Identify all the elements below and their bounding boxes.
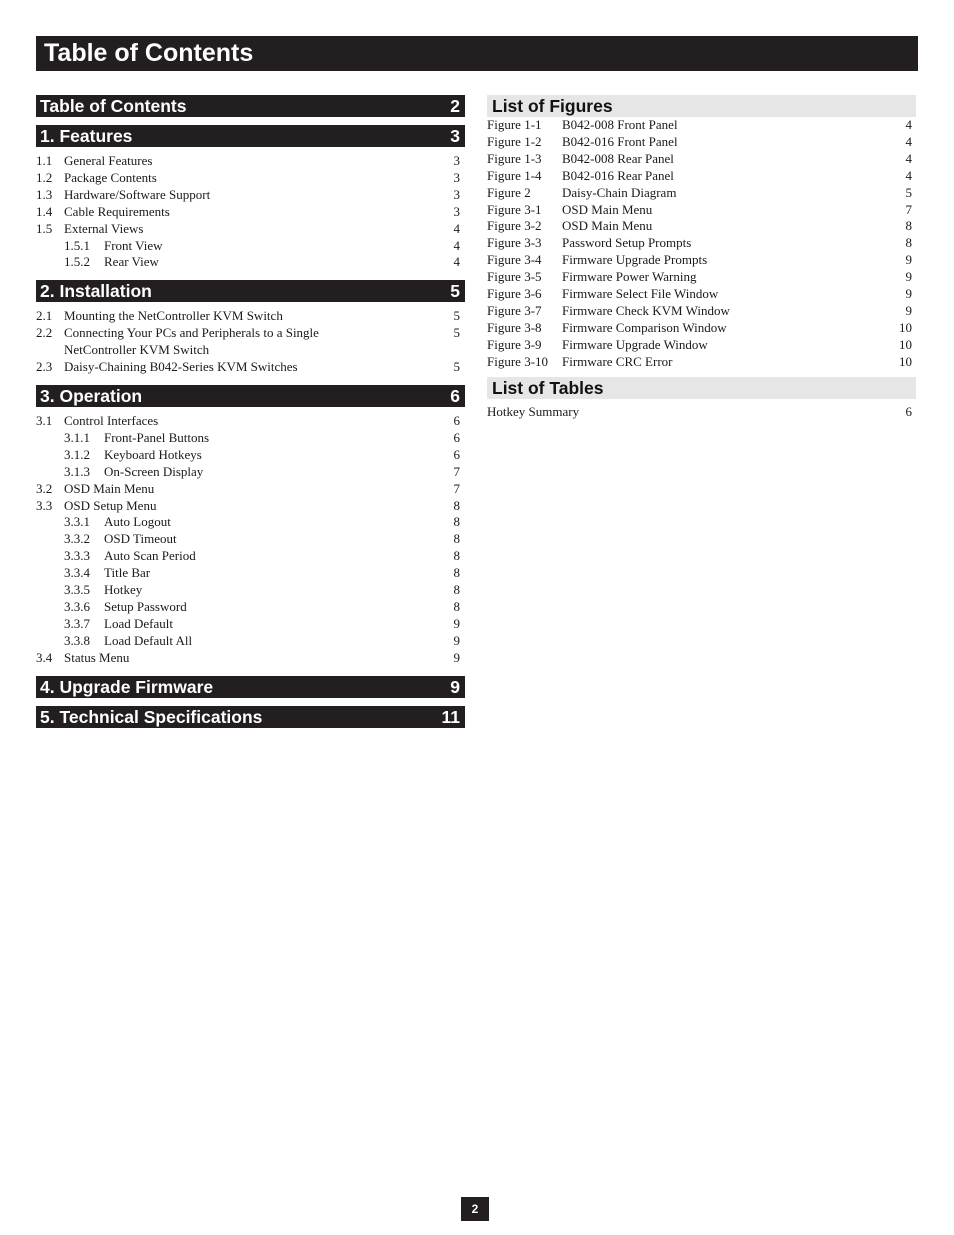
table-entry[interactable]: [487, 404, 916, 421]
section-page: 2: [450, 96, 460, 116]
figure-title: Firmware Upgrade Prompts: [562, 252, 708, 268]
toc-entry-number: 3.3.6: [64, 598, 90, 614]
figure-title: Firmware CRC Error: [562, 353, 673, 369]
section-header[interactable]: [36, 706, 465, 728]
figure-title: B042-016 Front Panel: [562, 133, 678, 149]
section-title: Table of Contents: [40, 96, 187, 116]
figure-entry[interactable]: [487, 151, 916, 168]
figure-number: Figure 2: [487, 184, 531, 200]
toc-entry-number: 1.4: [36, 203, 53, 219]
toc-entry[interactable]: [36, 599, 465, 616]
toc-entry[interactable]: [36, 238, 465, 255]
toc-entry-number: 3.1.3: [64, 463, 90, 479]
table-list: [487, 404, 916, 421]
toc-entry-number: 3.3.3: [64, 548, 90, 564]
toc-entry[interactable]: [36, 633, 465, 650]
figure-entry[interactable]: [487, 269, 916, 286]
figure-number: Figure 3-5: [487, 269, 542, 285]
section-header[interactable]: [36, 280, 465, 302]
figure-page: 10: [899, 319, 912, 335]
toc-entry-number: 3.4: [36, 649, 53, 665]
toc-entry[interactable]: [36, 413, 465, 430]
figure-entry[interactable]: [487, 218, 916, 235]
toc-entry-text: Load Default: [104, 615, 173, 631]
toc-entry-page: 8: [453, 582, 460, 598]
toc-entry-text: Package Contents: [64, 169, 157, 185]
toc-entry-text: Control Interfaces: [64, 412, 159, 428]
toc-entry-text: External Views: [64, 220, 144, 236]
figure-page: 4: [905, 150, 912, 166]
toc-entry-number: 3.1: [36, 412, 53, 428]
toc-entry-text: Auto Logout: [104, 514, 171, 530]
figure-page: 4: [905, 167, 912, 183]
figure-title: B042-008 Rear Panel: [562, 150, 674, 166]
toc-entry-page: 3: [453, 169, 460, 185]
toc-entry-number: 1.5: [36, 220, 53, 236]
toc-entry[interactable]: [36, 187, 465, 204]
toc-entry-page: 6: [453, 429, 460, 445]
figure-number: Figure 1-1: [487, 117, 542, 132]
figure-page: 7: [905, 201, 912, 217]
figure-title: Firmware Upgrade Window: [562, 336, 708, 352]
section-page: 11: [441, 706, 460, 727]
toc-entry[interactable]: [36, 430, 465, 447]
toc-entry[interactable]: [36, 498, 465, 515]
section-title: 2. Installation: [40, 281, 152, 302]
figure-title: Password Setup Prompts: [562, 235, 692, 251]
toc-entry[interactable]: [36, 481, 465, 498]
figure-title: Firmware Comparison Window: [562, 319, 727, 335]
toc-entry-text: Title Bar: [104, 565, 151, 581]
toc-entry-number: 3.3: [36, 497, 53, 513]
toc-entry[interactable]: [36, 254, 465, 271]
toc-entry-text: Hardware/Software Support: [64, 186, 211, 202]
figure-number: Figure 3-8: [487, 319, 542, 335]
figure-title: Firmware Power Warning: [562, 269, 697, 285]
toc-entry[interactable]: [36, 170, 465, 187]
figure-entry[interactable]: [487, 354, 916, 371]
toc-entry[interactable]: [36, 650, 465, 667]
toc-entry[interactable]: [36, 308, 465, 325]
contents-column: [36, 95, 465, 736]
figure-title: B042-008 Front Panel: [562, 117, 678, 132]
figure-entry[interactable]: [487, 286, 916, 303]
toc-entry-text: General Features: [64, 153, 153, 168]
section-header[interactable]: [36, 385, 465, 407]
toc-entry-page: 3: [453, 203, 460, 219]
toc-entry-number: 3.3.7: [64, 615, 90, 631]
toc-entry-number: 1.3: [36, 186, 53, 202]
figure-entry[interactable]: [487, 303, 916, 320]
figure-number: Figure 1-2: [487, 133, 542, 149]
toc-entries: [36, 413, 465, 667]
toc-entry-text: Hotkey: [104, 582, 143, 598]
toc-entry-page: 5: [453, 359, 460, 375]
toc-entry-number: 3.3.2: [64, 531, 90, 547]
section-header[interactable]: [36, 125, 465, 147]
toc-entry-number: 3.1.1: [64, 429, 90, 445]
figure-entry[interactable]: [487, 134, 916, 151]
figure-number: Figure 1-4: [487, 167, 542, 183]
figure-number: Figure 3-4: [487, 252, 542, 268]
figure-number: Figure 3-9: [487, 336, 542, 352]
toc-entry-text: Connecting Your PCs and Peripherals to a Single NetController KVM Switch: [64, 325, 319, 358]
toc-entry[interactable]: [36, 153, 465, 170]
section-title: 1. Features: [40, 126, 133, 146]
toc-entry[interactable]: [36, 548, 465, 565]
section-page: 9: [450, 676, 460, 697]
figure-entry[interactable]: [487, 117, 916, 134]
toc-entry-number: 1.5.2: [64, 254, 90, 270]
toc-entry-number: 2.2: [36, 325, 53, 341]
page-title: Table of Contents: [36, 36, 918, 71]
figure-number: Figure 3-3: [487, 235, 542, 251]
toc-entry-text: Front-Panel Buttons: [104, 429, 210, 445]
toc-entry-text: On-Screen Display: [104, 463, 204, 479]
toc-entry-number: 1.1: [36, 153, 53, 168]
toc-entry-page: 8: [453, 565, 460, 581]
lists-column: [487, 95, 916, 421]
figure-page: 5: [905, 184, 912, 200]
figure-page: 4: [905, 133, 912, 149]
list-of-figures-header: List of Figures: [487, 95, 916, 117]
toc-entry-text: OSD Timeout: [104, 531, 177, 547]
table-page: 6: [905, 403, 912, 419]
figure-entry[interactable]: [487, 235, 916, 252]
toc-entry-text: Setup Password: [104, 598, 187, 614]
toc-entry-text: Front View: [104, 237, 163, 253]
toc-entry[interactable]: [36, 221, 465, 238]
toc-entry-page: 3: [453, 186, 460, 202]
figure-entry[interactable]: [487, 202, 916, 219]
section-header[interactable]: [36, 95, 465, 117]
toc-entry-page: 8: [453, 531, 460, 547]
section-title: 5. Technical Specifications: [40, 706, 263, 727]
toc-entry-number: 3.3.5: [64, 582, 90, 598]
table-title: Hotkey Summary: [487, 403, 580, 419]
toc-entries: [36, 308, 465, 376]
toc-entry[interactable]: [36, 616, 465, 633]
figure-page: 4: [905, 117, 912, 132]
toc-entry-page: 3: [453, 153, 460, 168]
toc-entry-text: Keyboard Hotkeys: [104, 446, 202, 462]
toc-entry-page: 9: [453, 649, 460, 665]
figure-number: Figure 3-10: [487, 353, 549, 369]
figure-entry[interactable]: [487, 337, 916, 354]
toc-entries: [36, 153, 465, 271]
section-page: 6: [450, 385, 460, 406]
toc-entry-number: 3.3.1: [64, 514, 90, 530]
list-of-tables-header: List of Tables: [487, 377, 916, 399]
toc-entry-number: 1.2: [36, 169, 53, 185]
toc-entry-page: 5: [453, 308, 460, 324]
toc-entry-text: Daisy-Chaining B042-Series KVM Switches: [64, 359, 298, 375]
toc-entry-page: 9: [453, 615, 460, 631]
figure-list: [487, 117, 916, 371]
toc-entry-text: Status Menu: [64, 649, 130, 665]
figure-number: Figure 3-1: [487, 201, 542, 217]
toc-entry-number: 1.5.1: [64, 237, 90, 253]
toc-entry-number: 2.1: [36, 308, 53, 324]
toc-entry-number: 2.3: [36, 359, 53, 375]
toc-entry[interactable]: [36, 325, 465, 359]
toc-entry-text: Mounting the NetController KVM Switch: [64, 308, 283, 324]
toc-entry[interactable]: [36, 565, 465, 582]
figure-entry[interactable]: [487, 185, 916, 202]
figure-page: 10: [899, 353, 912, 369]
toc-entry-page: 8: [453, 497, 460, 513]
toc-entry-number: 3.3.4: [64, 565, 90, 581]
figure-title: Daisy-Chain Diagram: [562, 184, 677, 200]
figure-title: Firmware Select File Window: [562, 286, 719, 302]
toc-entry[interactable]: [36, 359, 465, 376]
toc-entry-page: 6: [453, 412, 460, 428]
figure-title: OSD Main Menu: [562, 218, 653, 234]
toc-entry-page: 7: [453, 480, 460, 496]
toc-entry-page: 6: [453, 446, 460, 462]
toc-entry-page: 5: [453, 325, 460, 341]
toc-entry-text: Rear View: [104, 254, 159, 270]
figure-entry[interactable]: [487, 168, 916, 185]
figure-page: 8: [905, 218, 912, 234]
figure-title: Firmware Check KVM Window: [562, 302, 730, 318]
figure-number: Figure 1-3: [487, 150, 542, 166]
figure-title: B042-016 Rear Panel: [562, 167, 674, 183]
toc-entry[interactable]: [36, 447, 465, 464]
toc-entry-page: 8: [453, 548, 460, 564]
figure-page: 8: [905, 235, 912, 251]
toc-entry-number: 3.2: [36, 480, 53, 496]
toc-entry-number: 3.1.2: [64, 446, 90, 462]
toc-entry-text: OSD Setup Menu: [64, 497, 157, 513]
toc-entry[interactable]: [36, 464, 465, 481]
section-header[interactable]: [36, 676, 465, 698]
figure-page: 9: [905, 269, 912, 285]
figure-number: Figure 3-7: [487, 302, 542, 318]
toc-entry-page: 4: [453, 254, 460, 270]
figure-page: 9: [905, 286, 912, 302]
section-page: 3: [450, 126, 460, 146]
figure-entry[interactable]: [487, 252, 916, 269]
section-page: 5: [450, 281, 460, 302]
toc-entry-page: 9: [453, 632, 460, 648]
section-title: 4. Upgrade Firmware: [40, 676, 214, 697]
toc-entry[interactable]: [36, 204, 465, 221]
toc-entry[interactable]: [36, 582, 465, 599]
toc-entry-page: 7: [453, 463, 460, 479]
toc-entry-page: 8: [453, 514, 460, 530]
figure-page: 9: [905, 252, 912, 268]
section-title: 3. Operation: [40, 385, 143, 406]
toc-entry-text: Cable Requirements: [64, 203, 170, 219]
figure-page: 9: [905, 302, 912, 318]
page-number-badge: 2: [461, 1197, 489, 1221]
figure-page: 10: [899, 336, 912, 352]
toc-entry-text: OSD Main Menu: [64, 480, 155, 496]
toc-entry[interactable]: [36, 514, 465, 531]
toc-entry-page: 4: [453, 220, 460, 236]
toc-entry[interactable]: [36, 531, 465, 548]
toc-entry-page: 4: [453, 237, 460, 253]
toc-entry-text: Auto Scan Period: [104, 548, 196, 564]
toc-entry-page: 8: [453, 598, 460, 614]
figure-entry[interactable]: [487, 320, 916, 337]
figure-number: Figure 3-6: [487, 286, 542, 302]
figure-title: OSD Main Menu: [562, 201, 653, 217]
toc-entry-text: Load Default All: [104, 632, 193, 648]
toc-entry-number: 3.3.8: [64, 632, 90, 648]
figure-number: Figure 3-2: [487, 218, 542, 234]
